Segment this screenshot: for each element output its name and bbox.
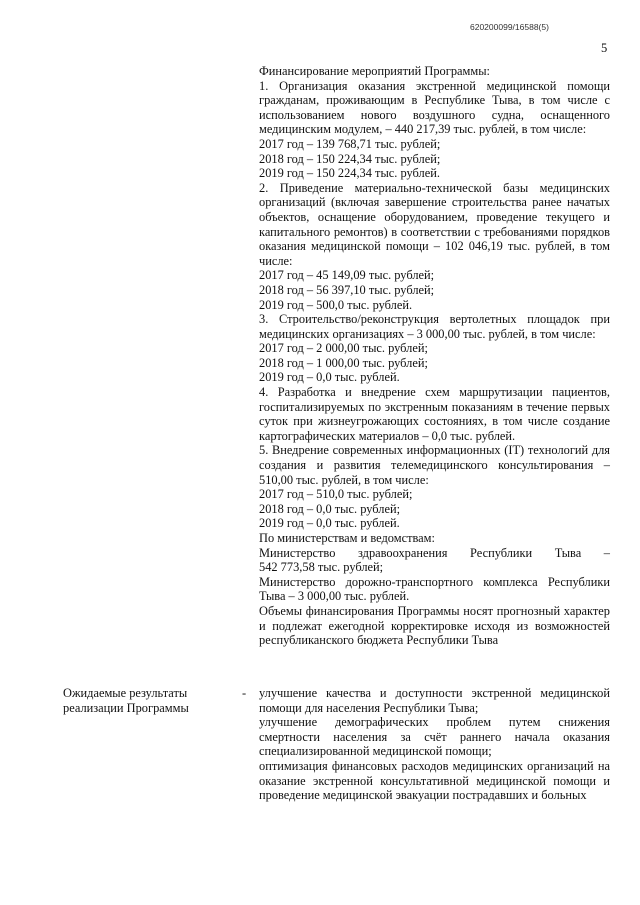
year-line: 2018 год – 1 000,00 тыс. рублей; <box>259 355 428 370</box>
year-line: 2017 год – 510,0 тыс. рублей; <box>259 487 413 502</box>
financing-section <box>259 64 610 648</box>
results-label: Ожидаемые результаты реализации Программы <box>63 686 189 715</box>
ministry-1-word: Министерство <box>259 545 336 560</box>
financing-item-5: 5. Внедрение современных информационных (IT) технологий для создания и развития телемедицинского консультирования – 510,00 тыс. рублей, в том числе: <box>259 443 610 487</box>
year-line: 2018 год – 0,0 тыс. рублей; <box>259 501 401 516</box>
financing-item-2: 2. Приведение материально-технической базы медицинских организаций (включая завершение строительства ранее начатых объектов, оснащение оборудованием, проведение текущего и капитального ремонтов) в соответствии с требованиями порядков оказания медицинской помощи – 102 046,19 тыс. рублей, в том числе: <box>259 180 610 268</box>
year-line: 2019 год – 0,0 тыс. рублей. <box>259 370 400 385</box>
ministry-1-line <box>259 546 610 561</box>
results-dash: - <box>242 686 247 700</box>
financing-item-3: 3. Строительство/реконструкция вертолетных площадок при медицинских организациях – 3 000,00 тыс. рублей, в том числе: <box>259 312 610 341</box>
year-line: 2017 год – 45 149,09 тыс. рублей; <box>259 268 435 283</box>
document-id: 620200099/16588(5) <box>470 22 549 32</box>
ministry-1-amount: 542 773,58 тыс. рублей; <box>259 560 384 575</box>
ministry-1-word: здравоохранения <box>357 545 448 560</box>
ministry-2: Министерство дорожно-транспортного комплекса Республики Тыва – 3 000,00 тыс. рублей. <box>259 574 610 604</box>
year-line: 2018 год – 150 224,34 тыс. рублей; <box>259 151 441 166</box>
result-item: оптимизация финансовых расходов медицинских организаций на оказание экстренной консультативной медицинской помощи и проведение медицинской эвакуации пострадавших и больных <box>259 758 610 803</box>
result-item: улучшение демографических проблем путем снижения смертности населения за счёт раннего начала оказания специализированной медицинской помощи; <box>259 715 610 759</box>
financing-note: Объемы финансирования Программы носят прогнозный характер и подлежат ежегодной корректировке исходя из возможностей республиканского бюджета Республики Тыва <box>259 603 610 648</box>
ministry-1-word: – <box>603 545 610 560</box>
financing-item-1: 1. Организация оказания экстренной медицинской помощи гражданам, проживающим в Республике Тыва, в том числе с использованием нового воздушного судна, оснащенного медицинским модулем, – 440 217,39 тыс. рублей, в том числе: <box>259 78 610 137</box>
ministry-1-word: Республики <box>470 545 533 560</box>
year-line: 2018 год – 56 397,10 тыс. рублей; <box>259 282 435 297</box>
financing-heading: Финансирование мероприятий Программы: <box>259 64 490 78</box>
results-section <box>259 686 610 803</box>
ministry-1-word: Тыва <box>554 545 582 560</box>
year-line: 2017 год – 139 768,71 тыс. рублей; <box>259 136 441 151</box>
financing-item-4: 4. Разработка и внедрение схем маршрутизации пациентов, госпитализируемых по экстренным показаниям в течение первых суток при жизнеугрожающих состояниях, в том числе создание картографических материалов – 0,0 тыс. рублей. <box>259 385 610 443</box>
result-item: улучшение качества и доступности экстренной медицинской помощи для населения Республики Тыва; <box>259 686 610 715</box>
year-line: 2019 год – 150 224,34 тыс. рублей. <box>259 166 440 181</box>
year-line: 2019 год – 0,0 тыс. рублей. <box>259 516 400 531</box>
year-line: 2019 год – 500,0 тыс. рублей. <box>259 297 413 312</box>
year-line: 2017 год – 2 000,00 тыс. рублей; <box>259 341 428 356</box>
ministries-heading: По министерствам и ведомствам: <box>259 531 435 545</box>
page-number: 5 <box>601 41 608 55</box>
